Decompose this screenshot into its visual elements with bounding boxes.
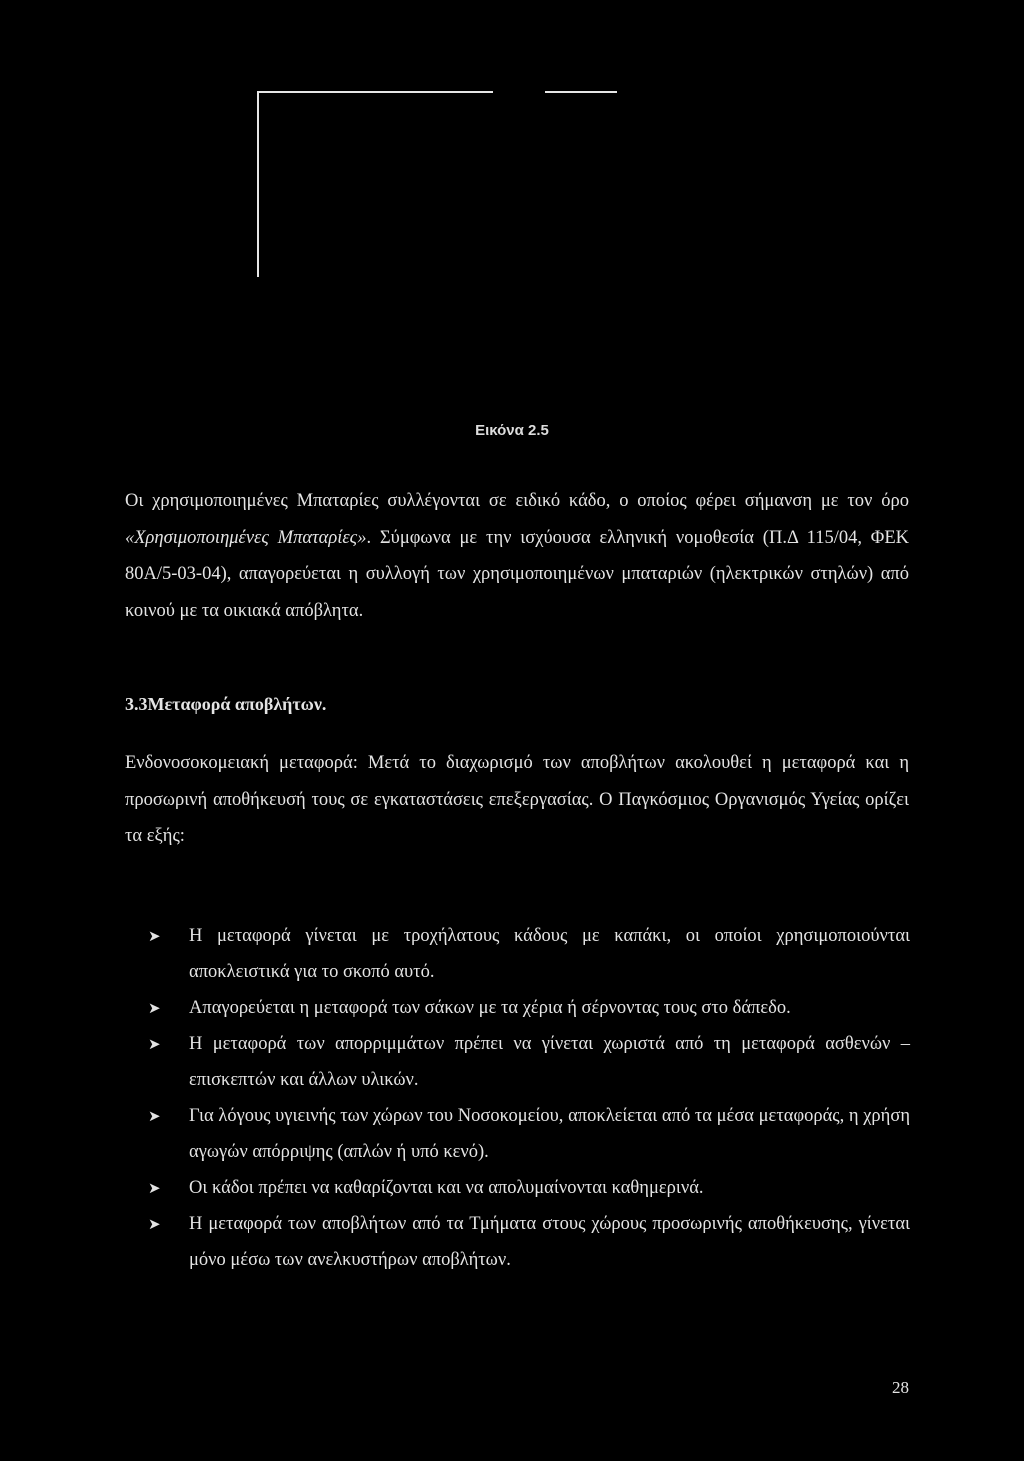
list-item xyxy=(148,1206,910,1278)
list-item xyxy=(148,990,910,1026)
page-number: 28 xyxy=(892,1378,909,1397)
list-item-text: Για λόγους υγιεινής των χώρων του Νοσοκομείου, αποκλείεται από τα μέσα μεταφοράς, η χρήση αγωγών απόρριψης (απλών ή υπό κενό). xyxy=(189,1106,910,1162)
arrow-bullet-icon: ➤ xyxy=(148,1179,161,1197)
paragraph-batteries xyxy=(125,483,909,629)
bullet-list xyxy=(148,918,910,1278)
arrow-bullet-icon: ➤ xyxy=(148,1035,161,1053)
list-item-text: Οι κάδοι πρέπει να καθαρίζονται και να απολυμαίνονται καθημερινά. xyxy=(189,1178,704,1198)
figure-frame-left xyxy=(257,91,259,277)
list-item-text: Απαγορεύεται η μεταφορά των σάκων με τα χέρια ή σέρνοντας τους στο δάπεδο. xyxy=(189,998,791,1018)
arrow-bullet-icon: ➤ xyxy=(148,999,161,1017)
list-item-text: Η μεταφορά των αποβλήτων από τα Τμήματα στους χώρους προσωρινής αποθήκευσης, γίνεται μόνο μέσω των ανελκυστήρων αποβλήτων. xyxy=(189,1214,910,1270)
list-item xyxy=(148,1170,910,1206)
figure-frame-top-right xyxy=(545,91,617,93)
list-item-text: Η μεταφορά των απορριμμάτων πρέπει να γίνεται χωριστά από τη μεταφορά ασθενών – επισκεπτών και άλλων υλικών. xyxy=(189,1034,910,1090)
section-heading: 3.3Μεταφορά αποβλήτων. xyxy=(125,694,327,714)
list-item xyxy=(148,1098,910,1170)
figure-caption: Εικόνα 2.5 xyxy=(475,422,549,439)
arrow-bullet-icon: ➤ xyxy=(148,1215,161,1233)
list-item-text: Η μεταφορά γίνεται με τροχήλατους κάδους με καπάκι, οι οποίοι χρησιμοποιούνται αποκλειστικά για το σκοπό αυτό. xyxy=(189,926,910,982)
arrow-bullet-icon: ➤ xyxy=(148,927,161,945)
arrow-bullet-icon: ➤ xyxy=(148,1107,161,1125)
figure-frame-top-left xyxy=(257,91,493,93)
list-item xyxy=(148,1026,910,1098)
list-item xyxy=(148,918,910,990)
paragraph-batteries-text-2: . Σύμφωνα με την ισχύουσα ελληνική νομοθεσία (Π.Δ 115/04, ΦΕΚ 80Α/5-03-04), απαγορεύεται η συλλογή των χρησιμοποιημένων μπαταριών (ηλεκτρικών στηλών) από κοινού με τα οικιακά απόβλητα. xyxy=(125,527,909,621)
paragraph-batteries-quoted-term: «Χρησιμοποιημένες Μπαταρίες» xyxy=(125,527,367,548)
paragraph-batteries-text-1: Οι χρησιμοποιημένες Μπαταρίες συλλέγονται σε ειδικό κάδο, ο οποίος φέρει σήμανση με τον όρο xyxy=(125,491,909,511)
paragraph-transport: Ενδονοσοκομειακή μεταφορά: Μετά το διαχωρισμό των αποβλήτων ακολουθεί η μεταφορά και η προσωρινή αποθήκευσή τους σε εγκαταστάσεις επεξεργασίας. Ο Παγκόσμιος Οργανισμός Υγείας ορίζει τα εξής: xyxy=(125,753,909,846)
